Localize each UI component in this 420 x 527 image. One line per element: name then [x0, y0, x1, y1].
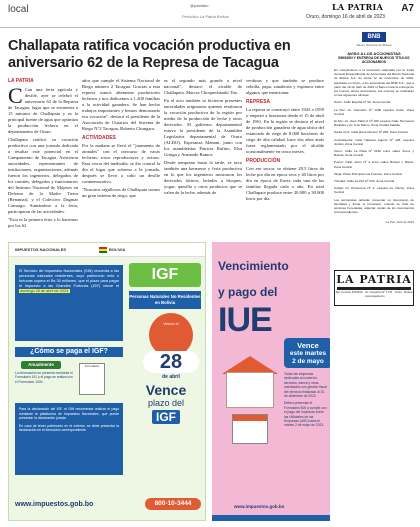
igf-step: Para la declaración del IGF, el SIN recomienda realizar el pago mediante la plataforma de Impuestos Nacionales, que puede presentar la declaración jurada. — [19, 407, 119, 421]
notice-paragraph: En cumplimiento a la resolución adoptada por la Junta General Extraordinaria de Accionistas del Banco Nacional de Bolivia S.A. de fecha 12 de noviembre de 2022, aprobado en Oruro, a los accionistas del BNB S.A., que a partir del 18 de abril de 2023 el Banco hará la entrega de los nuevos títulos accionarios, las mismas se realizarán en las siguientes oficinas: — [334, 68, 414, 98]
article-paragraph: Con ese sector, se obtiene 28.5 litros de leche por día en época seca y 40 litros por día en época de lluvia cada una de las familias llegada cada a año. En total Challapata produce entre 20.000 a 30.000 litros por día. — [246, 166, 324, 201]
ad-bottom-bar — [212, 515, 330, 521]
article-paragraph: C Con una feria agrícola y desfile, ayer se celebró el aniversario 62 de la Represa de Tacagua, lugar que se encuentra a 15 minutos de Challapata y es la principal fuente de agua que optimiza la producción lechera en el departamento de Oruro. — [8, 83, 78, 134]
iue-paragraph: Todas las empresas dedicadas al comercio, servicios, banca y otras actividades con gestión fiscal del ejercicio finalizado al 31 de diciembre de 2022. — [284, 372, 327, 399]
newspaper-brand: LA PATRIA — [332, 2, 384, 12]
annual-tag: Anualmente — [21, 361, 61, 369]
notice-office: Tarija: Plaza Principal Luis Fuentes, Zona Central — [334, 171, 402, 176]
la-patria-logo: LA PATRIA — [336, 273, 412, 286]
notice-title: AVISO A LOS ACCIONISTAS — [347, 51, 401, 56]
calendar-icon — [232, 414, 268, 444]
notice-paragraph: Los accionistas deberán presentar su documento de identidad y firmar el formulario, cuando se trate de acciones heredadas, adjuntar copias de los documentos correspondientes. — [334, 197, 414, 215]
house-calendar-illustration — [222, 342, 278, 452]
igf-word: IGF — [152, 410, 180, 424]
article-paragraph: es el segundo más grande a nivel nacional", destacó el alcalde de Challapata, Marcos Choquechambi Tito. — [164, 78, 242, 95]
page-number: A7 — [401, 3, 414, 14]
notice-office: Santa Cruz: Calle René Moreno Nº 268, Zona Central — [334, 130, 408, 135]
iue-vence-date: 2 de mayo — [292, 358, 324, 365]
igf-phone-number[interactable]: 800-10-3444 — [145, 498, 201, 510]
article-paragraph: Por la mañana se llevó el "juramento de atonales" con el concurso de vacas lecheras, toros reproductores y ovinos. Para cerrar del mediodía, se dio control la día el lugar que sobreno a la jornada, después se llevó a cabo un desfile conmemorativo. — [82, 143, 160, 184]
igf-intro-box — [15, 265, 123, 341]
notice-office: Cobija: Av. Prefectura Nº 3, esquina Av. Pacho, Zona Central — [334, 186, 414, 195]
page-header — [0, 0, 420, 28]
la-patria-contact: Telf. Central: 5251199 · Av. Camacho Nº 1776 · Oruro - Bolivia · www.lapatria.bo — [335, 290, 413, 298]
drop-cap: C — [8, 83, 23, 108]
article-paragraph: verduras y que también se produce cebolla, papa, zanahoria y espinaca entre algunos que mencionar. — [246, 78, 324, 95]
house-icon — [226, 372, 274, 408]
bolivia-flag-icon — [99, 247, 107, 253]
article-paragraph: "Esta es la primera feria y lo hacemos por los 62 — [8, 217, 78, 228]
how-to-pay-title: ¿Cómo se paga el IGF? — [15, 347, 123, 357]
form-label: Formulario — [84, 364, 100, 368]
igf-steps-box — [15, 403, 123, 475]
notice-office: El Alto: Av. Juan Pablo II Nº 200 esquina Calle Hermanos Ricaldes y Av. 6 de Marzo, Zona Ciudad Satélite — [334, 119, 414, 128]
ad-top-bar — [9, 243, 205, 257]
iue-deadline-box — [284, 338, 330, 368]
notice-office: Trinidad: Calle La Paz Nº 220, Zona Central — [334, 179, 395, 184]
form-document-icon — [79, 363, 105, 395]
article-paragraph: La represa se construyó entre 1943 a 1959 y empezó a funcionar desde el 15 de abril de 1961. En la región se destaca el nivel de producción ganadera de agua ubica del estancado de riego de 8.000 hectáreas de riego de alta calidad, hace dos años atrás fuera reglamentado por el alcalde ocasionalmente en cinco meses. — [246, 107, 324, 154]
vence-word: Vence — [145, 382, 187, 398]
iue-title-line1: Vencimiento — [218, 259, 289, 273]
annual-text: La información se presenta mediante el Formulario 161 y el pago se realiza con el Formulario 1000. — [15, 371, 73, 384]
iue-advertisement — [212, 242, 330, 521]
deadline-month: de abril — [162, 374, 180, 380]
sin-logo-text: IMPUESTOS NACIONALES — [15, 247, 67, 252]
notice-office: Oruro: Calle La Plata Nº 6160 entre calles Sucre y Bolívar, Zona Central — [334, 149, 414, 158]
publication-date: Oruro, domingo 16 de abril de 2023 — [306, 14, 385, 20]
subhead-produccion: PRODUCCIÓN — [246, 158, 281, 164]
notice-subtitle: EMISIÓN Y ENTREGA DE NUEVOS TÍTULOS ACCIONARIOS — [338, 56, 410, 64]
bolivia-label: BOLIVIA — [109, 247, 126, 252]
igf-advertisement — [8, 242, 206, 521]
bnb-tagline: Banco Nacional de Bolivia — [356, 43, 392, 47]
igf-logo: IGF — [129, 263, 201, 287]
deadline-day: 28 — [143, 351, 199, 373]
iue-side-text — [284, 372, 328, 431]
article-column-2 — [82, 78, 160, 201]
article-column-3 — [164, 78, 242, 198]
article-paragraph: En el acto también se hicieron presentes autoridades originarias quienes resaltaron la vocación productiva de la región por medio de la producción de leche y otros derivados. El gobierno departamental estuvo la presidente de la Asamblea Legislativa departamental de Oruro (ALDO), Esperanza Maman, junto con los asambleístas Patricia Rufino, Elsa Gringa y Armando Ramos. — [164, 98, 242, 157]
la-patria-ad — [334, 270, 414, 306]
bnb-shareholder-notice — [334, 32, 414, 264]
igf-intro-text: El Servicio de Impuestos Nacionales (SIN) recuerda a las personas naturales residentes, cuyo patrimonio neto o fortunas supera el Bs 30 millones, que el plazo para pagar el Impuesto a las Grandes Fortunas (IGF) vence el — [19, 269, 119, 288]
social-handle: @patriabo — [190, 3, 209, 8]
iue-vence-day: este martes — [289, 350, 327, 357]
section-label: local — [8, 4, 29, 15]
iue-website-link[interactable]: www.impuestos.gob.bo — [234, 504, 285, 509]
igf-audience-label: Personas Naturales No Residentes en Bolivia — [129, 291, 201, 309]
article-paragraph: Desde temprano hasta la tarde, se tuvo también una kermesse y feria productiva en lo que los ingenieros mostraron los derivados lácteos, helados a bloques, yogur, quesillo y otros productos que se valen de la leche, además de — [164, 160, 242, 195]
notice-body — [334, 68, 414, 214]
article-column-1 — [8, 78, 78, 231]
notice-office: Potosí: Calle Junín Nº 4 entre calles Bolívar y Matos, Zona Central — [334, 160, 414, 169]
notice-office: La Paz: Av. Camacho Nº 1296 esquina Colón, Zona Central — [334, 107, 414, 116]
bnb-logo: BNB — [362, 32, 386, 42]
article-byline: LA PATRIA — [8, 78, 34, 84]
iue-paragraph: Deben presentar el Formulario 500 y cumplir con el pago del Impuesto sobre las Utilidades de las Empresas (IUE) hasta el martes 2 de mayo de 2023. — [284, 401, 327, 428]
article-paragraph: años que cumple el Sistema Nacional de Riego número 2 Tacagua. Gracias a esta represa somos altamente productores lecheros y nos dedicamos a 1.200 familias a la actividad ganadera. Se han hecho trabajos importantes y hemos demostrado esa vocación", destacó el presidente de la Asociación de Usuarios del Sistema de Riego N°2 Tacagua, Roberto Chungara. — [82, 78, 160, 131]
subhead-actividades: ACTIVIDADES — [82, 135, 116, 141]
iue-big-title: IUE — [218, 301, 272, 339]
igf-website-link[interactable]: www.impuestos.gob.bo — [15, 501, 94, 508]
igf-intro-highlight: domingo 28 de abril de 2023. — [20, 289, 70, 293]
article-paragraph: Challapata ratificó su vocación productiva con una jornada dedicada a resaltar este potencial en el Campamento de Tacagua. Asistieron autoridades, representantes de instituciones, organizaciones, además fueron los ingenieros, delegados de los comités, delegados y funcionarios del Instituto Nacional de Mujeres en Defensa de la Madre Tierra (Renamat), y el Colectivo Dagmar Camargo. Sumándose a la feria, participaron de las actividades. — [8, 137, 78, 214]
igf-vence-block — [129, 383, 203, 427]
iue-vence: Vence — [297, 341, 319, 350]
article-column-4 — [246, 78, 324, 204]
igf-step: En caso de tener patrimonio en el exterior, se debe presentar la declaración en el formulario correspondiente. — [19, 423, 119, 433]
article-headline: Challapata ratifica vocación productiva en aniversario 62 de la Represa de Tacagua — [8, 38, 291, 71]
subhead-represa: REPRESA — [246, 99, 271, 105]
notice-office: Cochabamba: Calle Nataniel Aguirre Nº 198, esquina Jordán, Zona Central — [334, 137, 414, 146]
notice-office: Sucre: Calle España Nº 90, Zona Central — [334, 100, 391, 105]
social-page: Periódico La Patria Bolivia — [182, 14, 229, 19]
iue-title-line2: y pago del — [218, 285, 278, 299]
plazo-word: plazo del — [147, 398, 185, 408]
article-paragraph: "Nosotros orgullosos de Challapata somos un gran sistema de riego, que — [82, 187, 160, 198]
notice-footer: La Paz, abril de 2023 — [385, 220, 414, 225]
deadline-badge-text: Vence el — [163, 321, 179, 326]
